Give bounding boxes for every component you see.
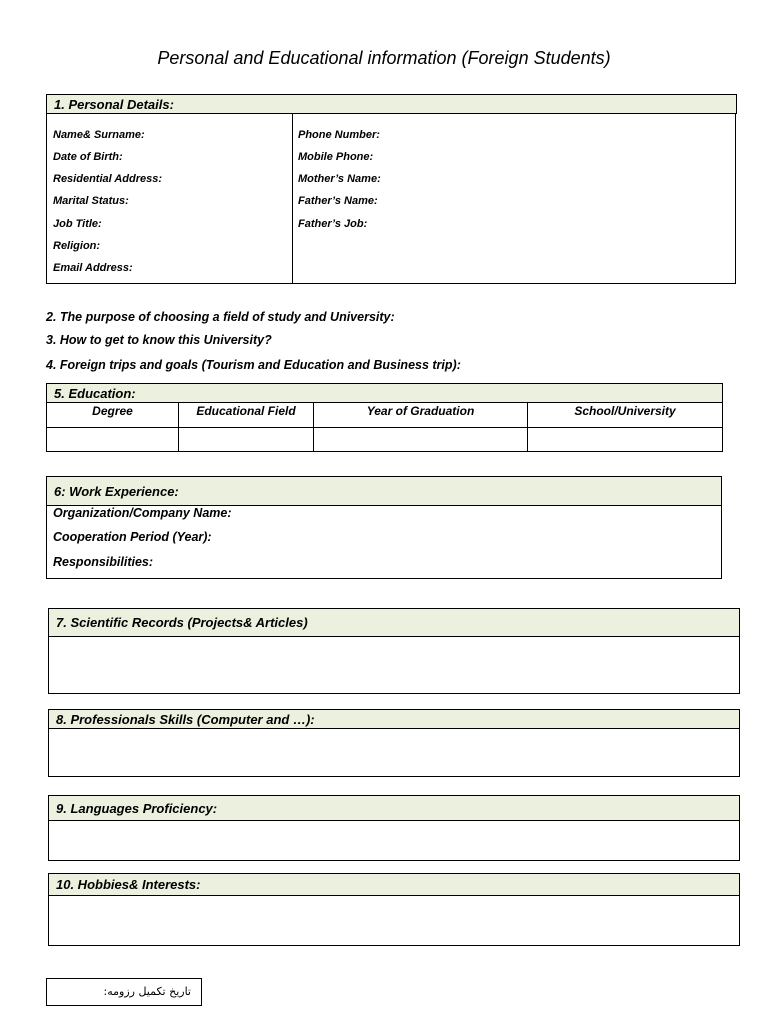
page-title: Personal and Educational information (Foreign Students) <box>157 48 611 68</box>
date-of-birth-field[interactable]: Date of Birth: <box>53 151 123 163</box>
residential-address-field[interactable]: Residential Address: <box>53 173 163 185</box>
education-cell-year[interactable] <box>314 428 527 451</box>
job-title-field[interactable]: Job Title: <box>53 218 102 230</box>
question-study-purpose[interactable]: 2. The purpose of choosing a field of study and University: <box>46 310 395 324</box>
scientific-records-input-area[interactable] <box>49 637 739 693</box>
professional-skills-section <box>48 709 740 777</box>
languages-proficiency-input-area[interactable] <box>49 821 739 861</box>
education-header: 5. Education: <box>47 384 722 403</box>
personal-column-divider <box>292 114 293 283</box>
hobbies-interests-input-area[interactable] <box>49 896 739 946</box>
languages-proficiency-header: 9. Languages Proficiency: <box>49 796 739 821</box>
completion-date-box[interactable] <box>46 978 202 1006</box>
education-cell-school[interactable] <box>528 428 722 451</box>
languages-proficiency-section <box>48 795 740 861</box>
education-cell-field[interactable] <box>179 428 313 451</box>
professional-skills-input-area[interactable] <box>49 729 739 776</box>
personal-details-body <box>46 113 736 284</box>
question-foreign-trips[interactable]: 4. Foreign trips and goals (Tourism and Education and Business trip): <box>46 358 461 372</box>
fathers-job-field[interactable]: Father’s Job: <box>298 218 368 230</box>
work-experience-header: 6: Work Experience: <box>47 477 721 506</box>
name-surname-field[interactable]: Name& Surname: <box>53 129 145 141</box>
scientific-records-header: 7. Scientific Records (Projects& Articles) <box>49 609 739 637</box>
fathers-name-field[interactable]: Father’s Name: <box>298 195 378 207</box>
phone-number-field[interactable]: Phone Number: <box>298 129 380 141</box>
marital-status-field[interactable]: Marital Status: <box>53 195 129 207</box>
education-cell-degree[interactable] <box>47 428 178 451</box>
responsibilities-field[interactable]: Responsibilities: <box>53 555 154 569</box>
question-know-university[interactable]: 3. How to get to know this University? <box>46 333 272 347</box>
scientific-records-section <box>48 608 740 694</box>
education-col-school: School/University <box>574 404 676 418</box>
completion-date-label: تاریخ تکمیل رزومه: <box>103 985 191 998</box>
education-col-degree: Degree <box>92 404 133 418</box>
professional-skills-header: 8. Professionals Skills (Computer and …): <box>49 710 739 729</box>
organization-name-field[interactable]: Organization/Company Name: <box>53 506 232 520</box>
education-col-year: Year of Graduation <box>366 404 475 418</box>
work-experience-section <box>46 476 722 579</box>
email-address-field[interactable]: Email Address: <box>53 262 133 274</box>
education-col-field: Educational Field <box>196 404 296 418</box>
personal-details-section <box>46 94 737 114</box>
hobbies-interests-section <box>48 873 740 946</box>
personal-details-header: 1. Personal Details: <box>47 95 736 113</box>
education-section <box>46 383 723 452</box>
mothers-name-field[interactable]: Mother’s Name: <box>298 173 381 185</box>
mobile-phone-field[interactable]: Mobile Phone: <box>298 151 374 163</box>
hobbies-interests-header: 10. Hobbies& Interests: <box>49 874 739 896</box>
cooperation-period-field[interactable]: Cooperation Period (Year): <box>53 530 212 544</box>
religion-field[interactable]: Religion: <box>53 240 101 252</box>
